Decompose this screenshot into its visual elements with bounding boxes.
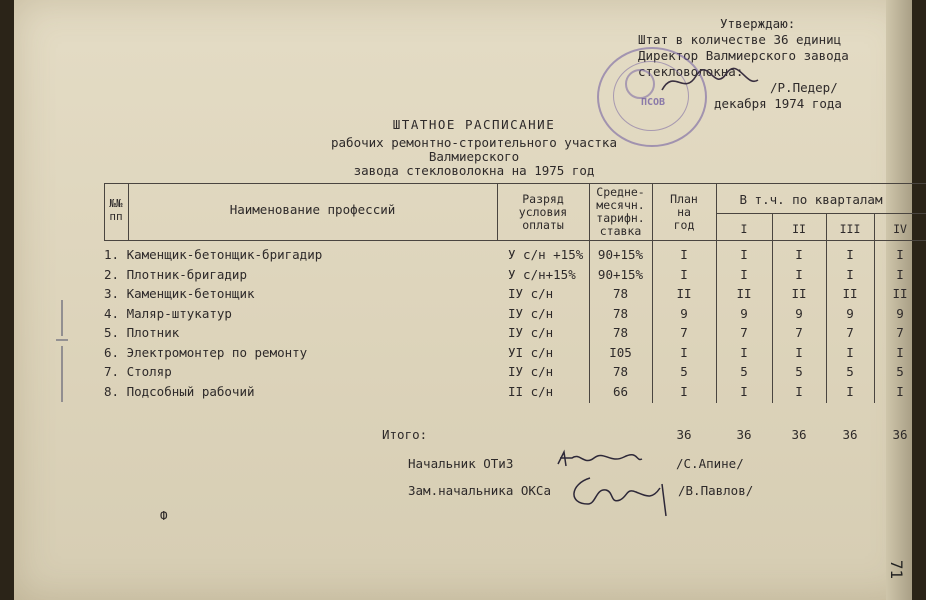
table-row [104, 384, 926, 404]
header-num: №№ пп [109, 197, 123, 223]
oks-name: /В.Павлов/ [678, 483, 754, 498]
row-plan: I [680, 266, 688, 282]
table-row [104, 267, 926, 287]
row-profession: 6. Электромонтер по ремонту [104, 344, 308, 360]
row-rate: 90+15% [597, 247, 644, 262]
table-row [104, 345, 926, 365]
header-rank-3: оплаты [522, 218, 564, 232]
otiz-name: /С.Апине/ [676, 456, 744, 471]
total-q2: 36 [791, 427, 807, 442]
quarters-divider [716, 213, 926, 214]
row-q4: 9 [896, 305, 904, 321]
row-rate: 78 [612, 305, 629, 321]
row-q2: 7 [795, 325, 803, 340]
row-q2: I [795, 383, 803, 399]
total-plan: 36 [676, 427, 692, 442]
row-q3: 9 [846, 305, 854, 321]
header-quarters-title: В т.ч. по кварталам [739, 192, 883, 207]
row-profession: 4. Маляр-штукатур [104, 305, 232, 321]
table-row [104, 325, 926, 345]
row-q2: I [795, 247, 803, 262]
header-rate [589, 186, 652, 238]
emblem-icon [625, 69, 655, 99]
total-label: Итого: [382, 427, 428, 442]
row-profession: 3. Каменщик-бетонщик [104, 286, 255, 301]
row-profession: 8. Подсобный рабочий [104, 383, 255, 399]
row-q1: II [736, 286, 752, 301]
page-number: 71 [886, 559, 906, 580]
table-row [104, 306, 926, 326]
total-q1: 36 [736, 427, 752, 442]
approval-line-6: декабря 1974 года [714, 96, 842, 111]
header-bottom-border [104, 240, 926, 241]
row-rank: IУ с/н [508, 325, 554, 340]
document-sheet [14, 0, 912, 600]
row-q1: 5 [740, 364, 748, 379]
row-plan: 9 [680, 305, 688, 321]
row-q2: II [791, 286, 807, 301]
header-plan-1: План [670, 192, 698, 206]
total-q4: 36 [892, 427, 908, 442]
row-q3: 7 [846, 325, 854, 340]
oks-signature [566, 470, 676, 520]
otiz-title: Начальник ОТиЗ [408, 456, 514, 471]
row-rank: У с/н+15% [508, 266, 576, 282]
row-profession: 7. Столяр [104, 364, 172, 379]
header-rank-1: Разряд [522, 192, 564, 206]
header-plan-2: на [677, 205, 691, 219]
otiz-signature [554, 448, 644, 472]
header-rate-2: месячн. [596, 198, 645, 212]
row-plan: I [680, 383, 688, 399]
row-q1: I [740, 383, 748, 399]
table-row [104, 286, 926, 306]
row-q1: 7 [740, 325, 748, 340]
row-q4: I [896, 247, 904, 262]
row-rank: IУ с/н [508, 364, 554, 379]
approval-line-2: Штат в количестве 36 единиц [638, 32, 842, 47]
row-q2: I [795, 344, 803, 360]
row-rank: II с/н [508, 383, 554, 399]
row-q2: I [795, 266, 803, 282]
row-profession: 1. Каменщик-бетонщик-бригадир [104, 247, 323, 262]
row-rank: IУ с/н [508, 286, 554, 301]
header-rate-3: тарифн. [596, 211, 645, 225]
row-plan: II [676, 286, 692, 301]
approval-line-1: Утверждаю: [720, 16, 796, 31]
header-name: Наименование профессий [229, 202, 396, 217]
total-row [104, 427, 926, 447]
row-rank: IУ с/н [508, 305, 554, 321]
row-q4: 7 [896, 325, 904, 340]
table-row [104, 364, 926, 384]
row-plan: 7 [680, 325, 688, 340]
row-rate: 78 [612, 364, 629, 379]
row-q1: I [740, 247, 748, 262]
header-rate-4: ставка [599, 224, 642, 238]
header-q3: III [839, 222, 861, 236]
header-plan [652, 193, 716, 232]
staff-table [104, 183, 926, 442]
header-rate-1: Средне- [596, 185, 645, 199]
header-q4: IV [893, 222, 907, 236]
row-q3: I [846, 344, 854, 360]
header-q2: II [792, 222, 806, 236]
footer-mark: Ф [160, 508, 168, 523]
row-q2: 5 [795, 364, 803, 379]
row-q3: I [846, 266, 854, 282]
row-rate: 78 [612, 325, 629, 340]
header-rank-2: условия [518, 205, 568, 219]
approval-line-5: /Р.Педер/ [770, 80, 838, 95]
header-rank [497, 193, 589, 232]
oks-title: Зам.начальника ОКСа [408, 483, 551, 498]
row-rate: 78 [612, 286, 629, 301]
row-rate: 66 [612, 383, 629, 399]
document-title [284, 118, 664, 178]
approval-line-3: Директор Валмиерского завода [638, 48, 849, 63]
row-q1: I [740, 344, 748, 360]
row-profession: 5. Плотник [104, 325, 180, 340]
table-top-border [104, 183, 926, 184]
row-q3: I [846, 247, 854, 262]
row-q4: I [896, 266, 904, 282]
row-q2: 9 [795, 305, 803, 321]
row-rank: У с/н +15% [508, 247, 584, 262]
title-sub-2: завода стекловолокна на 1975 год [353, 163, 595, 178]
row-q4: 5 [896, 364, 904, 379]
row-q1: 9 [740, 305, 748, 321]
row-profession: 2. Плотник-бригадир [104, 266, 247, 282]
approval-line-4: стекловолокна: [638, 64, 744, 79]
row-plan: 5 [680, 364, 688, 379]
stamp-text: ПСОВ [641, 97, 666, 108]
row-rate: 90+15% [597, 266, 644, 282]
row-q4: I [896, 344, 904, 360]
row-q4: I [896, 383, 904, 399]
title-sub-1: рабочих ремонтно-строительного участка Валмиерского [331, 135, 617, 164]
row-q4: II [892, 286, 908, 301]
row-plan: I [680, 344, 688, 360]
row-q3: II [842, 286, 858, 301]
row-q3: I [846, 383, 854, 399]
title-main: ШТАТНОЕ РАСПИСАНИЕ [392, 117, 556, 132]
row-q3: 5 [846, 364, 854, 379]
director-signature [654, 62, 764, 102]
row-rank: УI с/н [508, 344, 554, 360]
total-q3: 36 [842, 427, 858, 442]
row-plan: I [680, 247, 688, 262]
header-plan-3: год [673, 218, 695, 232]
table-row [104, 247, 926, 267]
pencil-margin-note [50, 296, 74, 406]
row-q1: I [740, 266, 748, 282]
row-rate: I05 [609, 344, 632, 360]
header-q1: I [740, 222, 748, 236]
